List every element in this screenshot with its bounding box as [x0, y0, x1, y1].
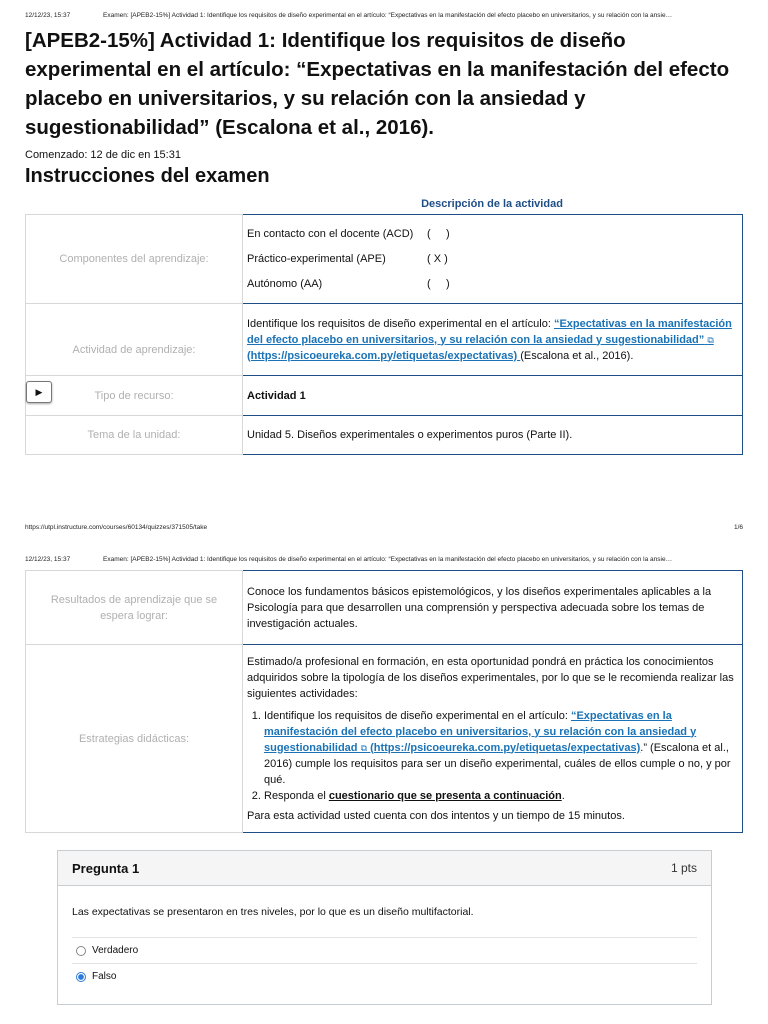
- print-timestamp: 12/12/23, 15:37: [25, 12, 71, 19]
- didactic-strategies-label: Estrategias didácticas:: [26, 645, 243, 833]
- learning-activity-value: Identifique los requisitos de diseño experimental en el artículo: “Expectativas en la manifestación del efecto placebo en universitarios, y su relación con la ansiedad y sugestionabilidad” ⧉ (https://psicoeureka.com.py/etiquetas/expectativas) (Escalona et al., 2016).: [243, 304, 743, 376]
- article-link[interactable]: “Expectativas en la manifestación del efecto placebo en universitarios, y su relación con la ansiedad y sugestionabilidad” ⧉ (https://psicoeureka.com.py/etiquetas/expectativas): [247, 317, 732, 362]
- resource-type-value: Actividad 1: [243, 376, 743, 416]
- quiz-reference: cuestionario que se presenta a continuación: [328, 789, 562, 802]
- learning-outcomes-value: Conoce los fundamentos básicos epistemológicos, y los diseños experimentales aplicables a la Psicología para que desarrollen una comprensión y perspectiva adecuada sobre los temas de investigación actuales.: [243, 571, 743, 645]
- radio-checked-icon[interactable]: [76, 972, 86, 982]
- article-url[interactable]: (https://psicoeureka.com.py/etiquetas/expectativas): [370, 741, 641, 754]
- question-points: 1 pts: [670, 861, 697, 875]
- print-exam-title: Examen: [APEB2-15%] Actividad 1: Identifique los requisitos de diseño experimental en el artículo: “Expectativas en la manifestación del efecto placebo en universitarios, y su relación con la ansie…: [103, 556, 673, 563]
- answer-option-true[interactable]: [72, 937, 697, 963]
- unit-topic-label: Tema de la unidad:: [26, 416, 243, 455]
- question-text: Las expectativas se presentaron en tres niveles, por lo que es un diseño multifactorial.: [72, 906, 474, 918]
- question-number: Pregunta 1: [72, 860, 140, 876]
- print-header: [25, 556, 743, 563]
- page-title: [APEB2-15%] Actividad 1: Identifique los requisitos de diseño experimental en el artículo: “Expectativas en la manifestación del efecto placebo en universitarios, y su relación con la ansiedad y sugestionabilidad” (Escalona et al., 2016).: [25, 29, 730, 139]
- list-item: 2. Responda el cuestionario que se presenta a continuación.: [264, 788, 738, 804]
- strategies-list: [247, 708, 738, 804]
- play-icon: ▶: [35, 386, 43, 397]
- component-option: Práctico-experimental (APE) ( X ): [247, 253, 448, 265]
- learning-components-label: Componentes del aprendizaje:: [26, 215, 243, 304]
- answer-label: Verdadero: [92, 945, 139, 956]
- learning-components-value: [243, 215, 743, 304]
- external-link-icon: ⧉: [360, 742, 368, 753]
- question-card: [57, 850, 712, 1005]
- component-option: Autónomo (AA) ( ): [247, 278, 450, 290]
- print-header: [25, 12, 743, 19]
- play-button[interactable]: [26, 381, 52, 403]
- unit-topic-value: Unidad 5. Diseños experimentales o experimentos puros (Parte II).: [243, 416, 743, 455]
- learning-activity-label: Actividad de aprendizaje:: [26, 304, 243, 376]
- print-exam-title: Examen: [APEB2-15%] Actividad 1: Identifique los requisitos de diseño experimental en el artículo: “Expectativas en la manifestación del efecto placebo en universitarios, y su relación con la ansie…: [103, 12, 673, 19]
- external-link-icon: ⧉: [707, 334, 714, 345]
- print-footer: [25, 524, 743, 531]
- radio-unchecked-icon[interactable]: [76, 946, 86, 956]
- article-url[interactable]: (https://psicoeureka.com.py/etiquetas/expectativas): [247, 349, 521, 362]
- activity-description-header: Descripción de la actividad: [421, 198, 563, 210]
- print-timestamp: 12/12/23, 15:37: [25, 556, 71, 563]
- component-option: En contacto con el docente (ACD) ( ): [247, 228, 450, 240]
- activity-table: [25, 214, 743, 455]
- question-header: [58, 851, 711, 886]
- footer-url: https://utpl.instructure.com/courses/60134/quizzes/371505/take: [25, 524, 208, 531]
- article-link[interactable]: “Expectativas en la manifestación del efecto placebo en universitarios, y su relación con la ansiedad y sugestionabilidad ⧉ (https://psicoeureka.com.py/etiquetas/expectativas): [264, 709, 697, 754]
- footer-page: 1/6: [733, 524, 743, 531]
- instructions-heading: Instrucciones del examen: [25, 165, 270, 187]
- started-timestamp: Comenzado: 12 de dic en 15:31: [25, 149, 181, 161]
- answer-option-false[interactable]: [72, 963, 697, 989]
- list-item: 1. Identifique los requisitos de diseño experimental en el artículo: “Expectativas en la manifestación del efecto placebo en universitarios, y su relación con la ansiedad y sugestionabilidad ⧉ (https://psicoeureka.com.py/etiquetas/expectativas).” (Escalona et al., 2016) cumple los requisitos para ser un diseño experimental, cuáles de ellos cumple o no, y por qué.: [264, 708, 738, 788]
- learning-outcomes-label: Resultados de aprendizaje que se espera lograr:: [26, 571, 243, 645]
- answer-label: Falso: [92, 971, 117, 982]
- resource-type-label: Tipo de recurso:: [26, 376, 243, 416]
- activity-table-continued: [25, 570, 743, 833]
- didactic-strategies-value: Estimado/a profesional en formación, en esta oportunidad pondrá en práctica los conocimientos adquiridos sobre la tipología de los diseños experimentales, por lo que se le recomienda realizar las siguientes actividades: 1. Identifique los requisitos de diseño experimental en el artículo: “Expectativas en la manifestación del efecto placebo en universitarios, y su relación con la ansiedad y sugestionabilidad ⧉ (https://psicoeureka.com.py/etiquetas/expectativas).” (Escalona et al., 2016) cumple los requisitos para ser un diseño experimental, cuáles de ellos cumple o no, y por qué. 2. Responda el cuestionario que se presenta a continuación. Para esta actividad usted cuenta con dos intentos y un tiempo de 15 minutos.: [243, 645, 743, 833]
